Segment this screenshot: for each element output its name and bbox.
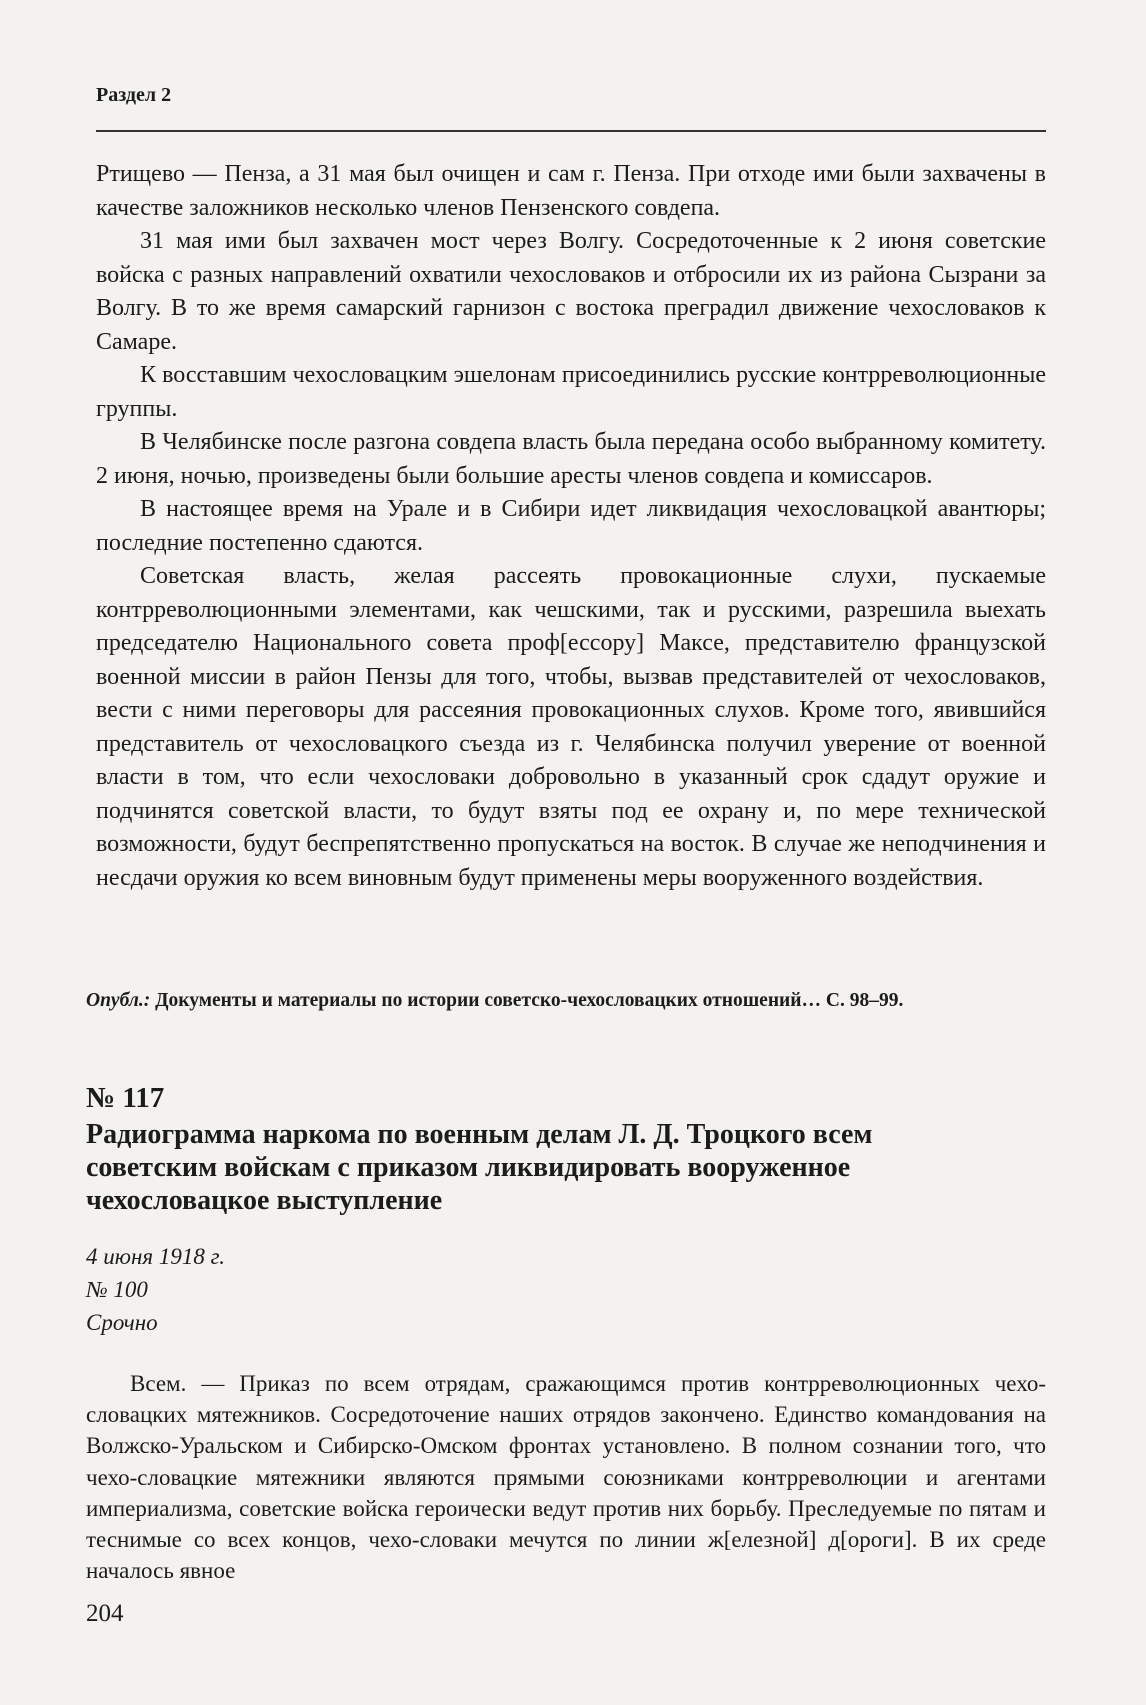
source-label: Опубл.: [86, 990, 151, 1011]
paragraph: В Челябинске после разгона совдепа власть была передана особо выбранному комитету. 2 июня, ночью, произведены были большие аресты членов совдепа и комиссаров. [96, 429, 1046, 489]
header-rule [96, 130, 1046, 132]
paragraph: Всем. — Приказ по всем отрядам, сражающимся против контрреволюционных чехо-словацких мятежников. Сосредоточение наших отрядов закончено. Единство командования на Волжско-Уральском и Сибирско-Омском фронтах установлено. В полном сознании того, что чехо-словацкие мятежники являются прямыми союзниками контрреволюции и агентами империализма, советские войска героически ведут против них борьбу. Преследуемые по пятам и теснимые со всех концов, чехо-словаки мечутся по линии ж[елезной] д[ороги]. В их среде началось явное [86, 1371, 1046, 1584]
document-date: 4 июня 1918 г. [86, 1244, 225, 1269]
paragraph: К восставшим чехословацким эшелонам присоединились русские контрреволюционные группы. [96, 362, 1046, 422]
paragraph: В настоящее время на Урале и в Сибири идет ликвидация чехословацкой авантюры; последние постепенно сдаются. [96, 496, 1046, 556]
paragraph: Советская власть, желая рассеять провокационные слухи, пускаемые контрреволюционными элементами, как чешскими, так и русскими, разрешила выехать председателю Национального совета проф[ессору] Максе, представителю французской военной миссии в район Пензы для того, чтобы, вызвав представителей от чехословаков, вести с ними переговоры для рассеяния провокационных слухов. Кроме того, явившийся представитель от чехословацкого съезда из г. Челябинска получил уверение от военной власти в том, что если чехословаки добровольно в указанный срок сдадут оружие и подчинятся советской власти, то будут взяты под ее охрану и, по мере технической возможности, будут беспрепятственно пропускаться на восток. В случае же неподчинения и несдачи оружия ко всем виновным будут применены меры вооруженного воздействия. [96, 563, 1046, 891]
document-title: Радиограмма наркома по военным делам Л. Д. Троцкого всем советским войскам с приказом ликвидировать вооруженное чехословацкое выступление [86, 1119, 873, 1216]
paragraph: 31 мая ими был захвачен мост через Волгу. Сосредоточенные к 2 июня советские войска с разных направлений охватили чехословаков и отбросили их из района Сызрани за Волгу. В то же время самарский гарнизон с востока преградил движение чехословаков к Самаре. [96, 228, 1046, 355]
document-number: № 117 [86, 1082, 165, 1114]
document-urgency: Срочно [86, 1310, 158, 1335]
running-header: Раздел 2 [96, 84, 172, 106]
main-text [96, 158, 1046, 895]
document-text [86, 1368, 1046, 1586]
publication-source [86, 990, 1046, 1012]
source-text: Документы и материалы по истории советско-чехословацких отношений… С. 98–99. [150, 990, 904, 1011]
page-number: 204 [86, 1600, 124, 1627]
paragraph: Ртищево — Пенза, а 31 мая был очищен и сам г. Пенза. При отходе ими были захвачены в качестве заложников несколько членов Пензенского совдепа. [96, 161, 1046, 221]
document-meta [86, 1240, 225, 1339]
document-ref-number: № 100 [86, 1277, 148, 1302]
